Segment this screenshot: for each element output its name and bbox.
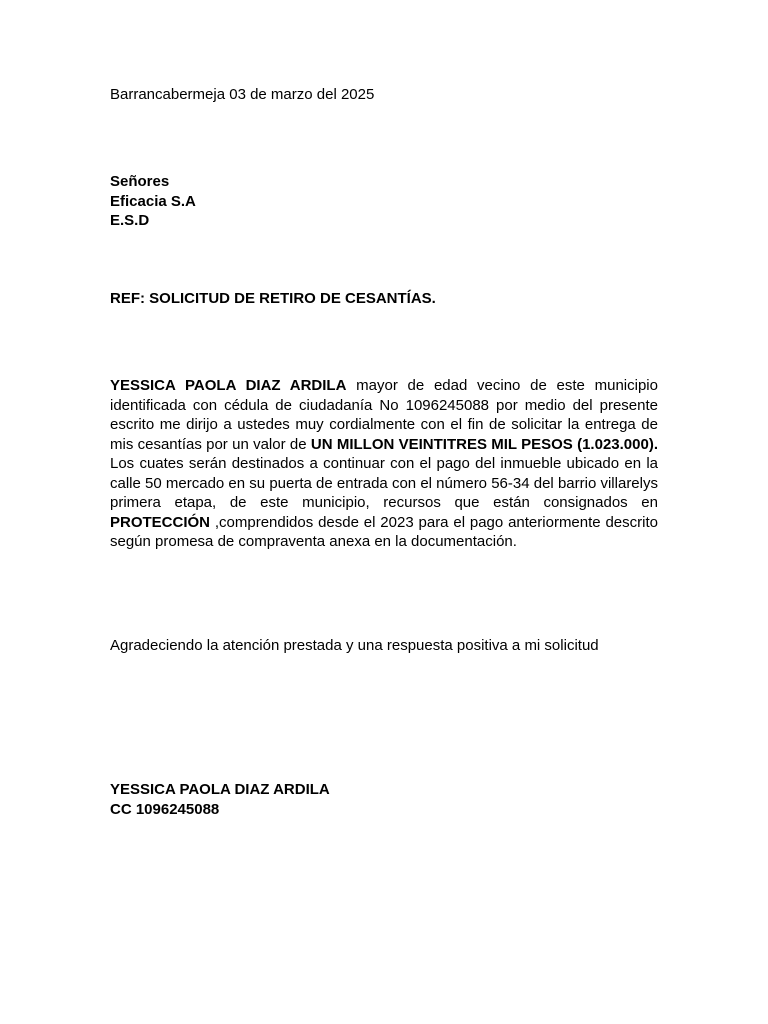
signature-name: YESSICA PAOLA DIAZ ARDILA bbox=[110, 781, 330, 798]
letter-body bbox=[110, 376, 658, 552]
date-line: Barrancabermeja 03 de marzo del 2025 bbox=[110, 86, 375, 103]
body-fund-name: PROTECCIÓN bbox=[110, 513, 211, 531]
signature-id: CC 1096245088 bbox=[110, 800, 220, 818]
addressee-block bbox=[110, 172, 658, 231]
body-text-3: ,comprendidos desde el 2023 para el pago anteriormente descrito según promesa de compraventa anexa en la documentación. bbox=[110, 513, 658, 550]
body-requester-name: YESSICA PAOLA DIAZ ARDILA bbox=[110, 377, 347, 394]
body-amount: UN MILLON VEINTITRES MIL PESOS (1.023.000). bbox=[310, 435, 658, 453]
addressee-esd: E.S.D bbox=[110, 212, 150, 229]
body-text-1: mayor de edad vecino de este municipio identificada con cédula de ciudadanía No 1096245088 por medio del presente escrito me dirijo a ustedes muy cordialmente con el fin de solicitar la entrega de mis cesantías por un valor de bbox=[110, 377, 658, 453]
signature-block bbox=[110, 780, 658, 819]
addressee-salutation: Señores bbox=[110, 173, 170, 190]
closing-line: Agradeciendo la atención prestada y una respuesta positiva a mi solicitud bbox=[110, 637, 599, 654]
body-text-2: Los cuates serán destinados a continuar con el pago del inmueble ubicado en la calle 50 mercado en su puerta de entrada con el número 56-34 del barrio villarelys primera etapa, de este municipio, recursos que están consignados en bbox=[110, 455, 658, 511]
addressee-company: Eficacia S.A bbox=[110, 192, 196, 210]
reference-line: REF: SOLICITUD DE RETIRO DE CESANTÍAS. bbox=[110, 290, 436, 307]
